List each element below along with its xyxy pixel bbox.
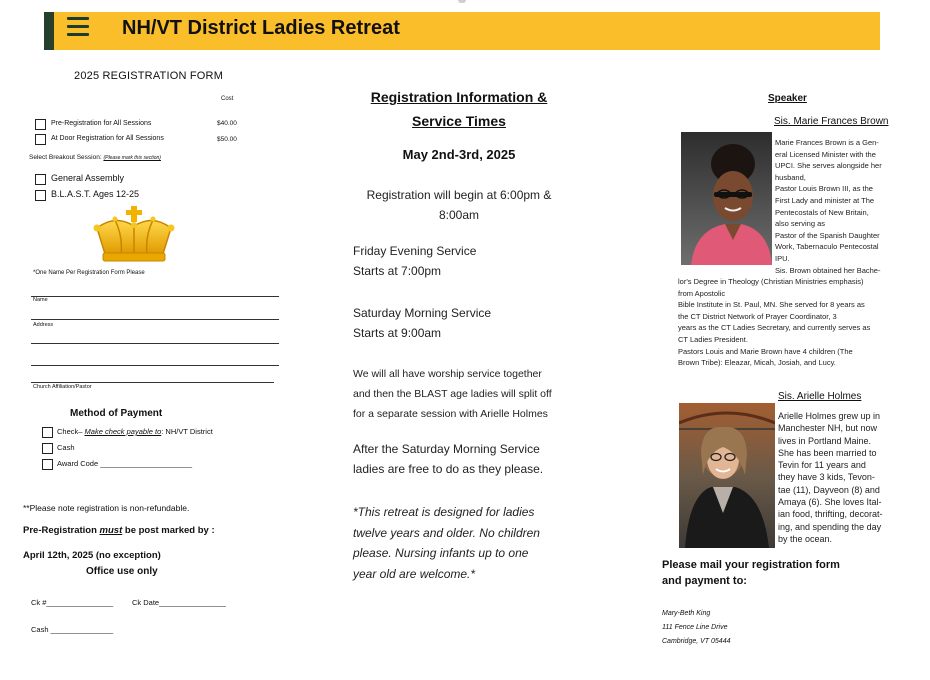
address-field-label: Address [33, 322, 54, 328]
speaker-2-photo [679, 403, 775, 548]
pre-registration-label: Pre-Registration for All Sessions [51, 120, 152, 127]
at-door-registration-price: $50.00 [217, 136, 237, 143]
cash-payment-checkbox[interactable] [42, 443, 53, 454]
speaker-2-name: Sis. Arielle Holmes [778, 391, 862, 402]
award-code-checkbox[interactable] [42, 459, 53, 470]
top-notch [458, 0, 466, 3]
name-line[interactable] [31, 296, 279, 297]
breakout-hint: (Please mark this section) [103, 155, 161, 161]
mail-address-city: Cambridge, VT 05444 [662, 638, 731, 645]
pre-registration-checkbox[interactable] [35, 119, 46, 130]
retreat-age-note: *This retreat is designed for ladies twelve years and older. No children please. Nursing infants up to one year old are welcome.* [353, 505, 540, 581]
refund-note: **Please note registration is non-refundable. [23, 503, 190, 513]
worship-note: We will all have worship service together and then the BLAST age ladies will split off for a separate session with Arielle Holmes [353, 368, 552, 420]
header-accent-bar [44, 12, 54, 50]
check-payment-checkbox[interactable] [42, 427, 53, 438]
address-line-1[interactable] [31, 343, 279, 344]
saturday-service: Saturday Morning Service Starts at 9:00am [353, 306, 492, 340]
hamburger-menu-icon[interactable] [67, 17, 89, 37]
at-door-registration-checkbox[interactable] [35, 134, 46, 145]
cost-column-label: Cost [221, 96, 234, 102]
cash-field: Cash _______________ [31, 625, 114, 634]
mail-address-street: 111 Fence Line Drive [662, 624, 728, 631]
at-door-registration-label: At Door Registration for All Sessions [51, 135, 164, 142]
payment-method-title: Method of Payment [70, 408, 163, 419]
after-service-note: After the Saturday Morning Service ladies are free to do as they please. [353, 442, 544, 476]
page-title: NH/VT District Ladies Retreat [122, 17, 400, 39]
breakout-session-label: Select Breakout Session: (Please mark this section) [29, 154, 161, 161]
church-field-label: Church Affiliation/Pastor [33, 384, 92, 390]
speaker-heading: Speaker [768, 93, 807, 104]
general-assembly-label: General Assembly [51, 173, 125, 183]
mail-instructions: Please mail your registration form and payment to: [662, 559, 840, 587]
speaker-1-name: Sis. Marie Frances Brown [774, 116, 889, 127]
cash-payment-label: Cash [57, 443, 75, 452]
name-field-label: Name [33, 297, 48, 303]
registration-form-title: 2025 REGISTRATION FORM [74, 70, 224, 82]
friday-service: Friday Evening Service Starts at 7:00pm [353, 244, 477, 278]
check-date-field: Ck Date________________ [132, 598, 226, 607]
check-payment-label: Check– Make check payable to: NH/VT District [57, 427, 213, 436]
blast-label: B.L.A.S.T. Ages 12-25 [51, 189, 140, 199]
crown-icon [93, 206, 175, 268]
mail-address-name: Mary-Beth King [662, 610, 711, 617]
info-heading-line-2: Service Times [412, 113, 506, 129]
registration-time: Registration will begin at 6:00pm & 8:00am [366, 188, 552, 222]
blast-checkbox[interactable] [35, 190, 46, 201]
deadline-note: April 12th, 2025 (no exception) [23, 550, 161, 561]
general-assembly-checkbox[interactable] [35, 174, 46, 185]
speaker-1-bio-continued: lor's Degree in Theology (Christian Ministries emphasis) from Apostolic Bible Institute in St. Paul, MN. She served for 8 years as the CT District Network of Prayer Coordinator, 3 years as the CT Ladies Secretary, and currently serves as CT Ladies President. Pastors Louis and Marie Brown have 4 children (The Brown Tribe): Eleazar, Micah, Josiah, and Lucy. [678, 277, 871, 368]
name-line-2[interactable] [31, 319, 279, 320]
pre-registration-price: $40.00 [217, 120, 237, 127]
speaker-2-bio: Arielle Holmes grew up in Manchester NH, but now lives in Portland Maine. She has been married to Tevin for 11 years and they have 3 kids, Tevon- tae (11), Dayveon (8) and Amaya (6). She loves Ital- ian food, thrifting, decorat- ing, and spending the day by the ocean. [778, 411, 883, 544]
info-heading-line-1: Registration Information & [370, 89, 548, 105]
one-name-note: *One Name Per Registration Form Please [33, 270, 145, 276]
address-line-2[interactable] [31, 365, 279, 366]
office-use-title: Office use only [86, 566, 158, 577]
church-line[interactable] [31, 382, 274, 383]
speaker-1-photo [681, 132, 772, 265]
award-code-label: Award Code ______________________ [57, 459, 192, 468]
check-number-field: Ck #________________ [31, 598, 114, 607]
speaker-1-bio: Marie Frances Brown is a Gen- eral Licensed Minister with the UPCI. She serves alongside her husband, Pastor Louis Brown III, as the First Lady and minister at The Pentecostals of New Britain, also serving as Pastor of the Spanish Daughter Work, Tabernaculo Pentecostal IPU. Sis. Brown obtained her Bache- [775, 138, 882, 275]
event-date: May 2nd-3rd, 2025 [402, 147, 516, 162]
postmark-note: Pre-Registration must be post marked by : [23, 525, 215, 536]
